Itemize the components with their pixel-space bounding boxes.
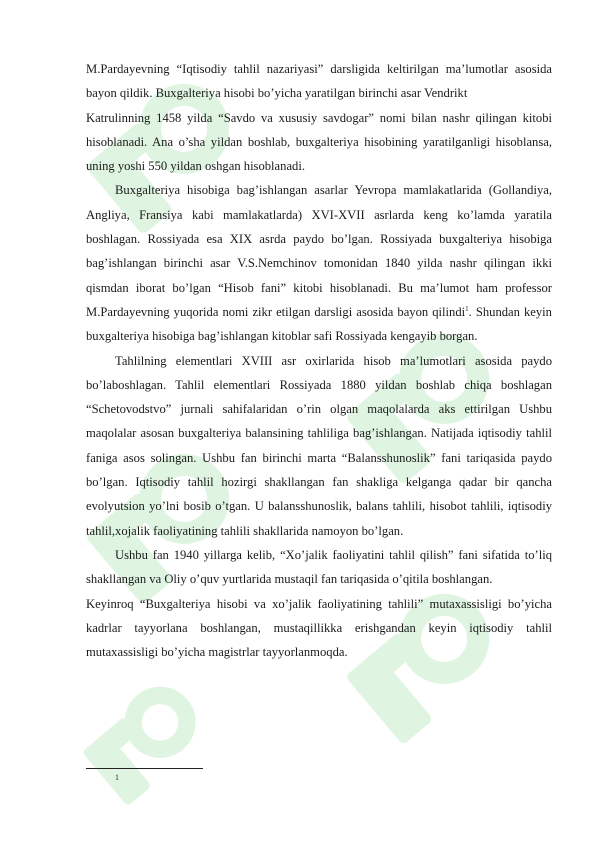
paragraph-2: Katrulinning 1458 yilda “Savdo va xususiy savdogar” nomi bilan nashr qilingan kitobi hisoblanadi. Ana o’sha yildan boshlab, buxgalteriya hisobining yaratilganligi hisoblansa, uning yoshi 550 yildan oshgan hisoblanadi. xyxy=(86,110,552,174)
paragraph-3 xyxy=(86,178,552,348)
footnote-reference[interactable]: 1 xyxy=(465,304,469,313)
paragraph-5: Ushbu fan 1940 yillarga kelib, “Xo’jalik faoliyatini tahlil qilish” fani sifatida to’liq shakllangan va Oliy o’quv yurtlarida mustaqil fan tariqasida o’qitila boshlangan. xyxy=(86,547,552,587)
footnote-separator xyxy=(86,768,203,769)
document-body xyxy=(86,57,552,664)
watermark-logo xyxy=(70,660,220,810)
footnote-number: 1 xyxy=(115,773,119,782)
paragraph-4: Tahlilning elementlari XVIII asr oxirlarida hisob ma’lumotlari asosida paydo bo’laboshlagan. Tahlil elementlari Rossiyada 1880 yildan boshlab chiqa boshlagan “Schetovodstvo” jurnali sahifalaridan o’rin olgan maqolalarda aks ettirilgan Ushbu maqolalar asosan buxgalteriya balansining tahliliga bag’ishlangan. Natijada iqtisodiy tahlil faniga asos solingan. Ushbu fan birinchi marta “Balansshunoslik” fani tariqasida paydo bo’lgan. Iqtisodiy tahlil hozirgi shakllangan fan shakliga kelganga qadar bir qancha evolyutsion yo’lni bosib o’tgan. U balansshunoslik, balans tahlili, hisobot tahlili, iqtisodiy tahlil,xojalik faoliyatining tahlili shakllarida namoyon bo’lgan. xyxy=(86,353,552,538)
paragraph-6: Keyinroq “Buxgalteriya hisobi va xo’jalik faoliyatining tahlili” mutaxassisligi bo’yicha kadrlar tayyorlana boshlangan, mustaqillikka erishgandan keyin iqtisodiy tahlil mutaxassisligi bo’yicha magistrlar tayyorlanmoqda. xyxy=(86,596,552,660)
paragraph-1: M.Pardayevning “Iqtisodiy tahlil nazariyasi” darsligida keltirilgan ma’lumotlar asosida bayon qildik. Buxgalteriya hisobi bo’yicha yaratilgan birinchi asar Vendrikt xyxy=(86,62,552,101)
paragraph-3-tail: . Shundan keyin buxgalteriya hisobiga bag’ishlangan kitoblar safi Rossiyada kengayib borgan. xyxy=(86,304,552,344)
paragraph-3-text: Buxgalteriya hisobiga bag’ishlangan asarlar Yevropa mamlakatlarida (Gollandiya, Angliya, Fransiya kabi mamlakatlarda) XVI-XVII asrlarda keng ko’lamda yaratila boshlagan. Rossiyada esa XIX asrda paydo bo’lgan. Rossiyada buxgalteriya hisobiga bag’ishlangan birinchi asar V.S.Nemchinov tomonidan 1840 yilda nashr qilingan ikki qismdan iborat bo’lgan “Hisob fani” kitobi hisoblanadi. Bu ma’lumot ham professor M.Pardayevning yuqorida nomi zikr etilgan darsligi asosida bayon qilindi xyxy=(86,183,552,319)
